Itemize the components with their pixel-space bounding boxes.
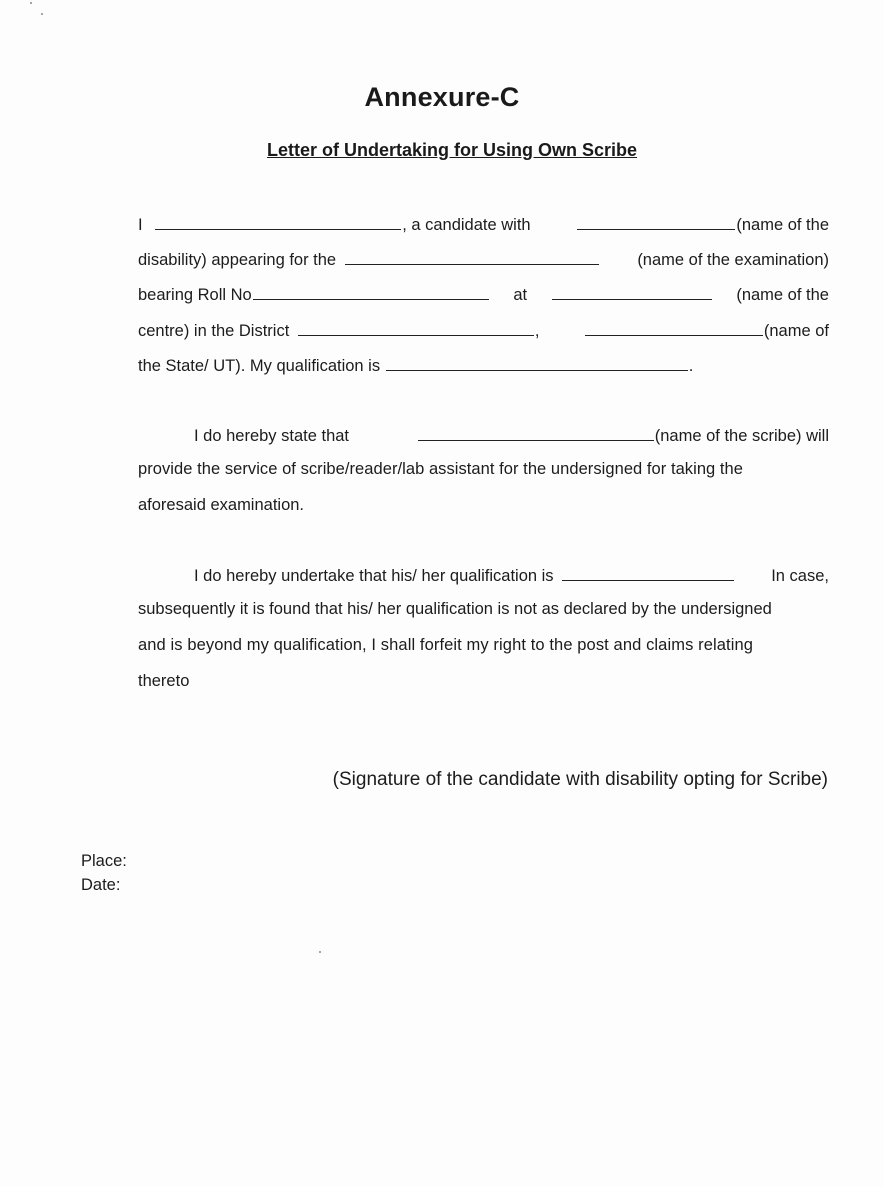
district-blank: [298, 318, 534, 336]
qualification-blank: [386, 353, 688, 371]
text: I: [138, 216, 143, 234]
text: centre) in the District: [138, 322, 290, 340]
para1-line3: [138, 282, 829, 306]
text: (name of the: [736, 286, 829, 304]
para1-line2: [138, 247, 829, 271]
text: disability) appearing for the: [138, 251, 337, 269]
para2-line2: provide the service of scribe/reader/lab assistant for the undersigned for taking the: [138, 460, 744, 478]
document-title: Annexure-C: [364, 82, 520, 112]
place-label: Place:: [81, 852, 127, 870]
text: (name of the: [736, 216, 829, 234]
para3-line4: thereto: [138, 672, 190, 690]
text: bearing Roll No: [138, 286, 252, 304]
scan-speck: [41, 13, 43, 15]
para2-line1: [194, 423, 829, 447]
para1-line5: [138, 353, 829, 377]
text: I do hereby undertake that his/ her qualification is: [194, 567, 554, 585]
para3-line2: subsequently it is found that his/ her qualification is not as declared by the undersigned: [138, 600, 772, 618]
text: (name of the scribe) will: [654, 427, 829, 445]
date-label: Date:: [81, 876, 121, 894]
para2-line3: aforesaid examination.: [138, 496, 305, 514]
text: I do hereby state that: [194, 427, 350, 445]
text: (name of: [763, 322, 829, 340]
scan-speck: [319, 951, 321, 953]
para1-line1: [138, 212, 829, 236]
text: In case,: [771, 567, 829, 585]
para3-line1: [194, 563, 829, 587]
text: (name of the examination): [637, 251, 829, 269]
signature-caption: (Signature of the candidate with disability opting for Scribe): [332, 769, 828, 790]
text: the State/ UT). My qualification is: [138, 357, 381, 375]
text: .: [688, 357, 694, 375]
examination-blank: [345, 247, 599, 265]
text: , a candidate with: [402, 216, 531, 234]
centre-blank: [552, 282, 712, 300]
document-subtitle: Letter of Undertaking for Using Own Scribe: [266, 140, 638, 160]
scan-speck: [30, 2, 32, 4]
roll-no-blank: [253, 282, 489, 300]
scribe-qualification-blank: [562, 563, 734, 581]
para1-line4: [138, 318, 829, 342]
para3-line3: and is beyond my qualification, I shall forfeit my right to the post and claims relating: [138, 636, 754, 654]
scribe-name-blank: [418, 423, 654, 441]
state-blank: [585, 318, 763, 336]
name-blank: [155, 212, 401, 230]
text: at: [513, 286, 528, 304]
text: ,: [534, 322, 540, 340]
disability-blank: [577, 212, 735, 230]
